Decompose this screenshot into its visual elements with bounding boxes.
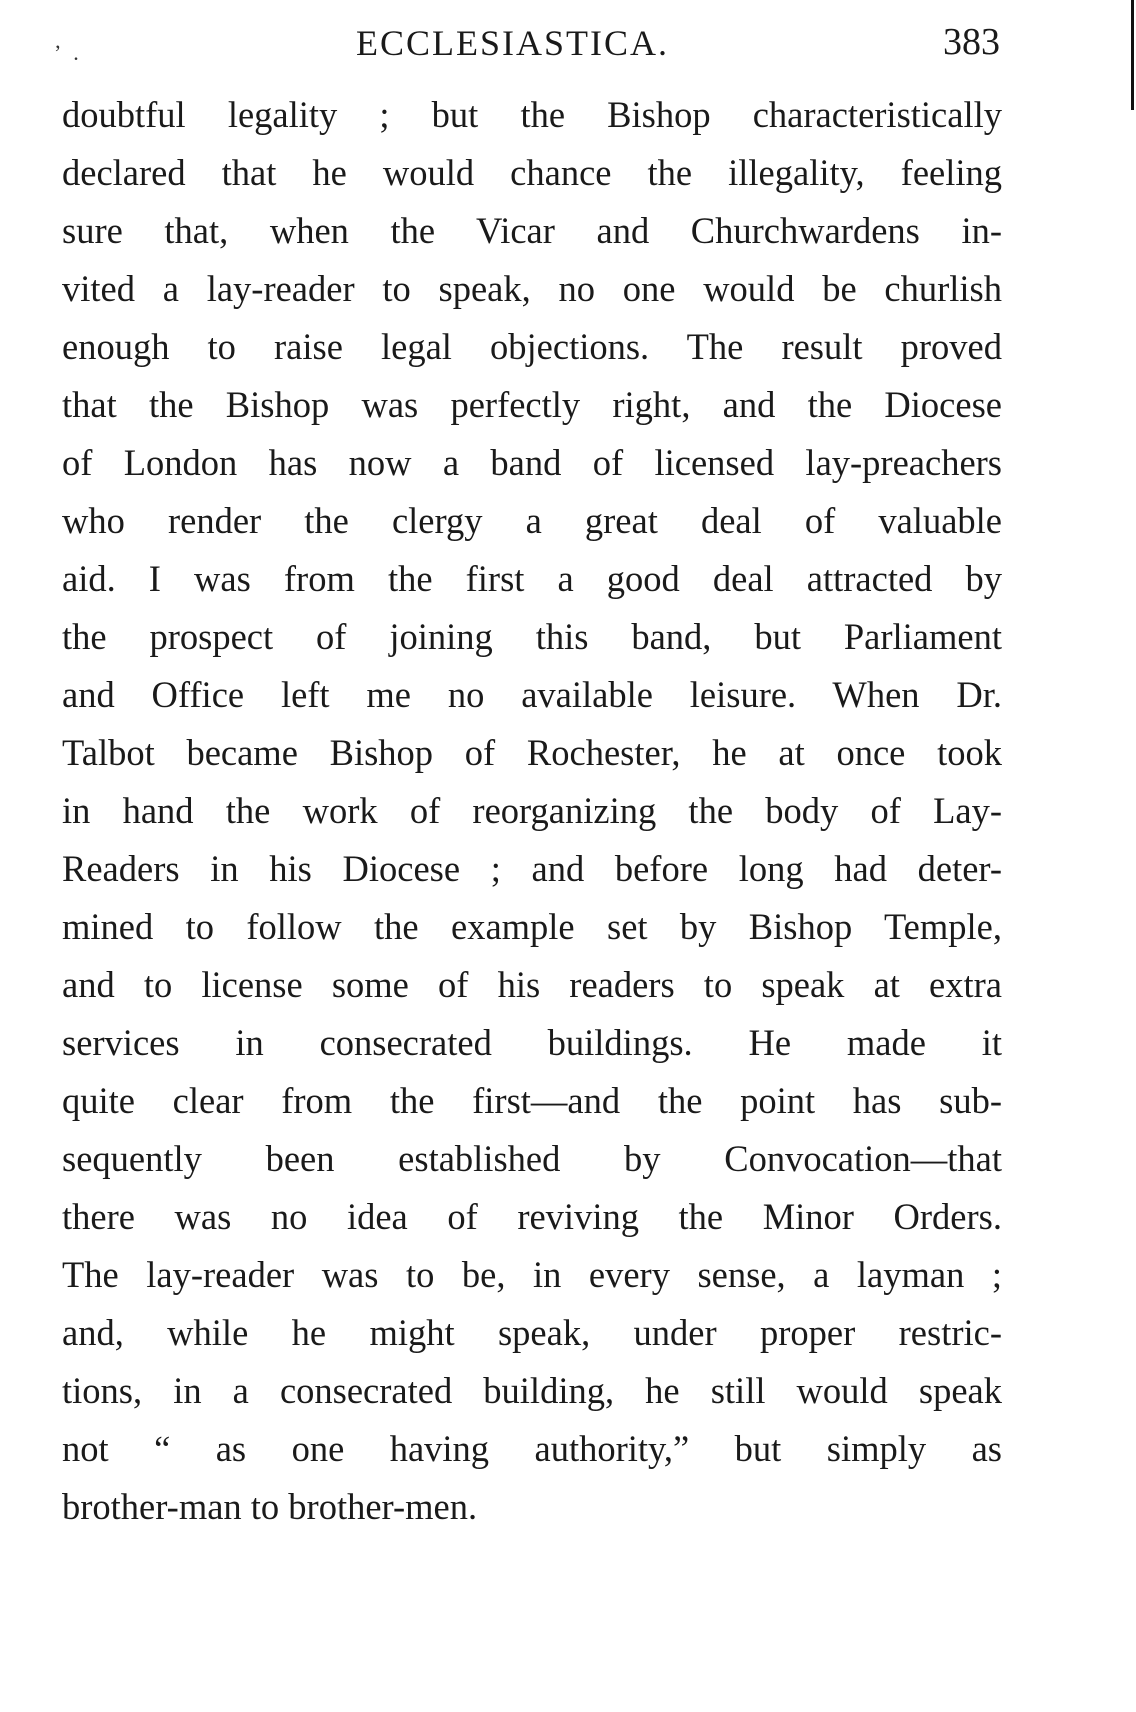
text-line: Readers in his Diocese ; and before long had deter- [62, 848, 1002, 889]
text-line: Talbot became Bishop of Rochester, he at once took [62, 732, 1002, 773]
text-line: and to license some of his readers to speak at extra [62, 964, 1002, 1005]
text-line: enough to raise legal objections. The result proved [62, 326, 1002, 367]
running-title: ECCLESIASTICA. [356, 23, 670, 63]
text-line: sequently been established by Convocation—that [62, 1138, 1002, 1179]
text-line: services in consecrated buildings. He made it [62, 1022, 1002, 1063]
text-line: there was no idea of reviving the Minor Orders. [62, 1196, 1002, 1237]
text-line: sure that, when the Vicar and Churchwardens in- [62, 210, 1002, 251]
text-line: not “ as one having authority,” but simply as [62, 1428, 1002, 1469]
text-line: and Office left me no available leisure. When Dr. [62, 674, 1002, 715]
text-line: that the Bishop was perfectly right, and the Diocese [62, 384, 1002, 425]
body-text [62, 86, 1002, 1536]
text-line: vited a lay-reader to speak, no one would be churlish [62, 268, 1002, 309]
text-line: and, while he might speak, under proper restric- [62, 1312, 1002, 1353]
text-line: in hand the work of reorganizing the body of Lay- [62, 790, 1002, 831]
text-line-last: brother-man to brother-men. [62, 1486, 478, 1527]
text-line: The lay-reader was to be, in every sense, a layman ; [62, 1254, 1002, 1295]
text-line: quite clear from the first—and the point has sub- [62, 1080, 1002, 1121]
text-line: mined to follow the example set by Bishop Temple, [62, 906, 1002, 947]
text-line: aid. I was from the first a good deal attracted by [62, 558, 1002, 599]
text-line: of London has now a band of licensed lay-preachers [62, 442, 1002, 483]
text-line: tions, in a consecrated building, he still would speak [62, 1370, 1002, 1411]
running-header [54, 21, 1000, 72]
printer-mark: ’ . [54, 40, 83, 65]
page-number: 383 [943, 21, 1000, 63]
text-line: declared that he would chance the illegality, feeling [62, 152, 1002, 193]
text-line: the prospect of joining this band, but Parliament [62, 616, 1002, 657]
page-edge-rule [1131, 0, 1134, 110]
text-line: who render the clergy a great deal of valuable [62, 500, 1002, 541]
text-line: doubtful legality ; but the Bishop characteristically [62, 94, 1002, 135]
